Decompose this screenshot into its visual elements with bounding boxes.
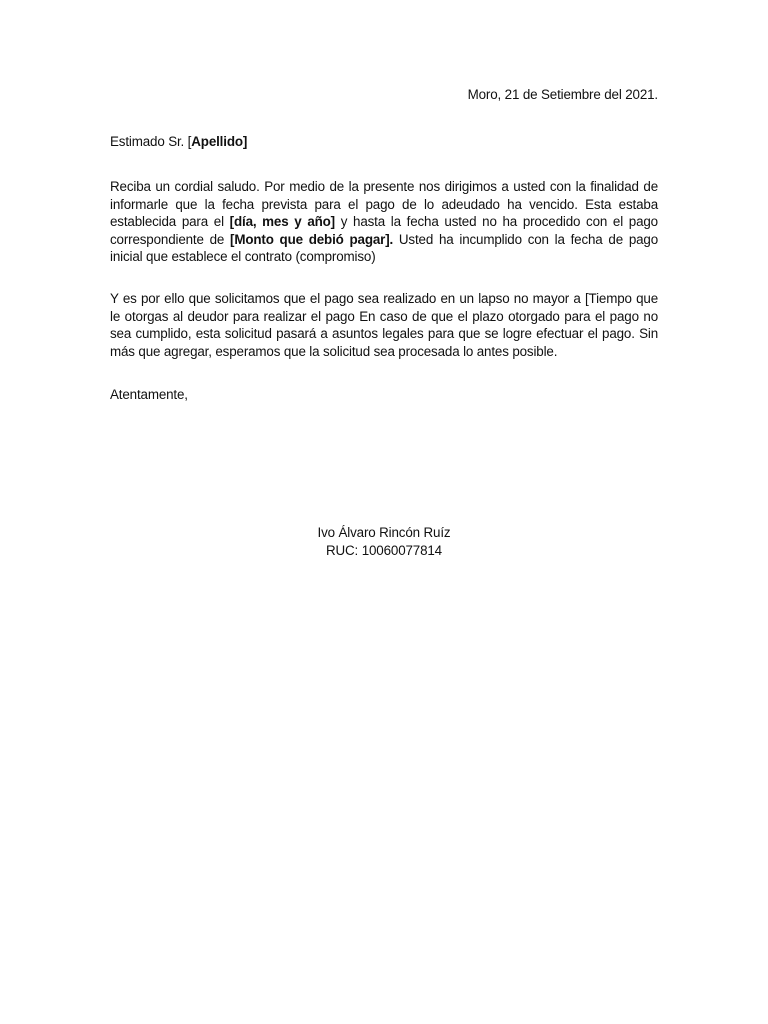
letter-paragraph-2: Y es por ello que solicitamos que el pago sea realizado en un lapso no mayor a [Tiempo que le otorgas al deudor para realizar el pago En caso de que el plazo otorgado para el pago no sea cumplido, esta solicitud pasará a asuntos legales para que se logre efectuar el pago. Sin más que agregar, esperamos que la solicitud sea procesada lo antes posible. bbox=[110, 291, 658, 359]
paragraph-1-part-3: Usted ha incumplido con la fecha de pago inicial que establece el contrato (compromiso) bbox=[110, 231, 659, 264]
signature-name: Ivo Álvaro Rincón Ruíz bbox=[317, 525, 451, 540]
paragraph-1-part-2: y hasta la fecha usted no ha procedido con el pago correspondiente de bbox=[110, 214, 658, 247]
greeting-prefix: Estimado Sr. [ bbox=[110, 134, 192, 149]
paragraph-1-date-placeholder: [día, mes y año] bbox=[229, 214, 335, 229]
signature-ruc: RUC: 10060077814 bbox=[326, 542, 442, 558]
letter-date: Moro, 21 de Setiembre del 2021. bbox=[467, 87, 658, 102]
letter-paragraph-1 bbox=[110, 178, 658, 266]
letter-closing: Atentamente, bbox=[110, 387, 188, 402]
paragraph-1-part-1: Reciba un cordial saludo. Por medio de la presente nos dirigimos a usted con la finalidad de informarle que la fecha prevista para el pago de lo adeudado ha vencido. Esta estaba establecida para el bbox=[110, 179, 658, 229]
greeting-name-placeholder: Apellido] bbox=[191, 134, 248, 149]
paragraph-1-amount-placeholder: [Monto que debió pagar]. bbox=[230, 231, 394, 247]
letter-greeting bbox=[110, 133, 247, 151]
signature-block bbox=[0, 524, 768, 559]
